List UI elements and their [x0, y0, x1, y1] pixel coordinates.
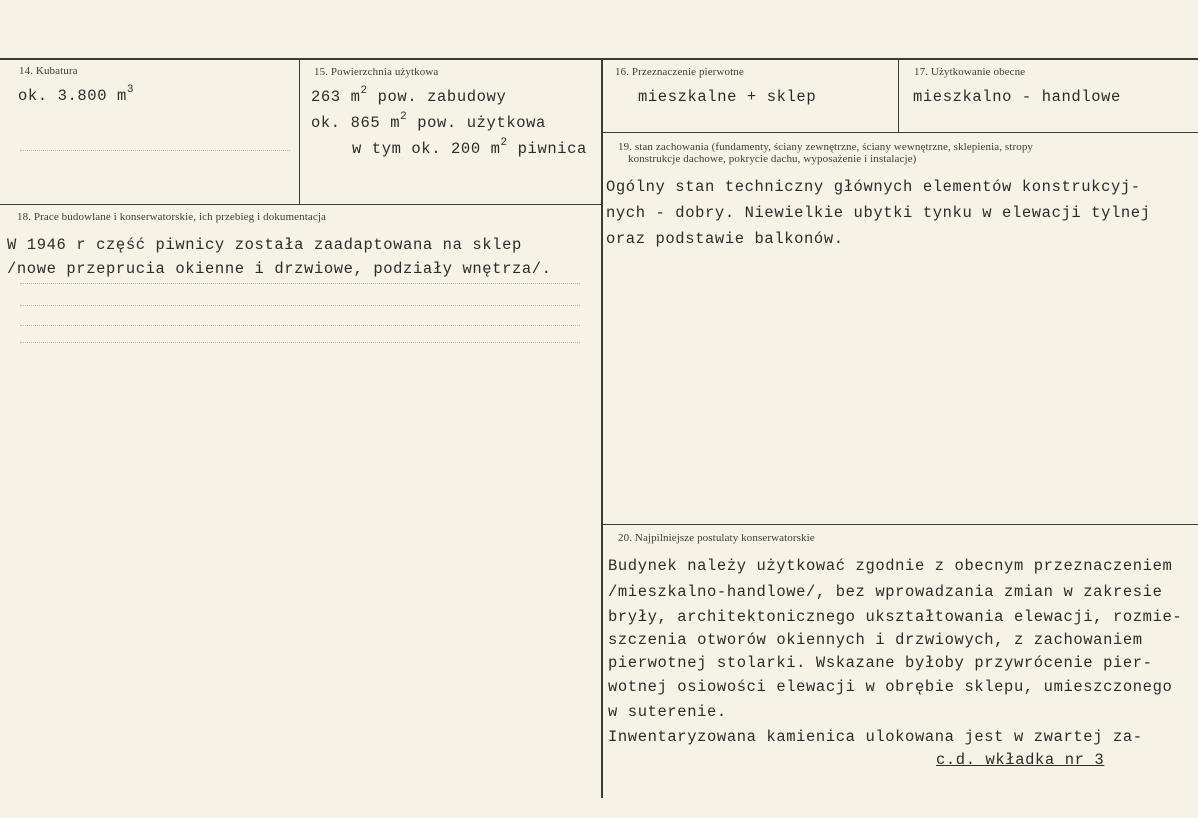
field-19-line: nych - dobry. Niewielkie ubytki tynku w elewacji tylnej — [606, 204, 1151, 222]
field-14-label: 14. Kubatura — [19, 65, 78, 77]
field-20-line: szczenia otworów okiennych i drzwiowych, z zachowaniem — [608, 631, 1143, 649]
field-16-label: 16. Przeznaczenie pierwotne — [615, 66, 744, 78]
field-20-line: pierwotnej stolarki. Wskazane byłoby przywrócenie pier- — [608, 654, 1153, 672]
area-desc: pow. zabudowy — [367, 88, 507, 106]
continuation-note: c.d. wkładka nr 3 — [936, 751, 1105, 769]
field-18-line: W 1946 r część piwnicy została zaadaptowana na sklep — [7, 236, 522, 254]
top-rule — [0, 58, 1198, 60]
field-15-label: 15. Powierzchnia użytkowa — [314, 66, 439, 78]
field-19-line: Ogólny stan techniczny głównych elementów konstrukcyj- — [606, 178, 1141, 196]
area-value: 263 m — [311, 88, 361, 106]
field-16-value: mieszkalne + sklep — [638, 88, 817, 106]
field-18-label: 18. Prace budowlane i konserwatorskie, ich przebieg i dokumentacja — [17, 211, 326, 223]
field-20-label: 20. Najpilniejsze postulaty konserwatorskie — [618, 532, 815, 544]
field-15-line3 — [352, 136, 587, 162]
field-14-value — [18, 83, 134, 109]
field-17-label: 17. Użytkowanie obecne — [914, 66, 1026, 78]
field-20-line: wotnej osiowości elewacji w obrębie sklepu, umieszczonego — [608, 678, 1173, 696]
area-value: ok. 865 m — [311, 114, 401, 132]
kubatura-exponent: 3 — [126, 84, 135, 96]
field-20-line: Inwentaryzowana kamienica ulokowana jest w zwartej za- — [608, 728, 1143, 746]
rule-below-19 — [603, 524, 1198, 525]
field-18-line: /nowe przeprucia okienne i drzwiowe, podziały wnętrza/. — [7, 260, 552, 278]
guide-line — [20, 283, 580, 285]
area-desc: pow. użytkowa — [407, 114, 546, 132]
divider-14-15 — [299, 60, 300, 204]
field-19-label-cont: konstrukcje dachowe, pokrycie dachu, wyposażenie i instalacje) — [628, 153, 917, 165]
field-20-line: bryły, architektonicznego ukształtowania elewacji, rozmie- — [608, 608, 1183, 626]
area-value: w tym ok. 200 m — [352, 140, 501, 158]
area-desc: piwnica — [507, 140, 587, 158]
divider-16-17 — [898, 60, 899, 132]
kubatura-text: ok. 3.800 m — [18, 87, 127, 105]
rule-below-16-17 — [603, 132, 1198, 133]
field-15-line2 — [311, 110, 546, 136]
area-exponent: 2 — [500, 137, 508, 149]
field-19-label: 19. stan zachowania (fundamenty, ściany zewnętrzne, ściany wewnętrzne, sklepienia, stropy — [618, 141, 1034, 153]
guide-line — [20, 150, 290, 152]
field-15-line1 — [311, 84, 506, 110]
guide-line — [20, 342, 580, 344]
area-exponent: 2 — [400, 111, 408, 123]
divider-main — [601, 60, 603, 798]
field-20-line: /mieszkalno-handlowe/, bez wprowadzania zmian w zakresie — [608, 583, 1163, 601]
guide-line — [20, 325, 580, 327]
area-exponent: 2 — [360, 85, 368, 97]
rule-below-14-15 — [0, 204, 601, 205]
guide-line — [20, 305, 580, 307]
field-20-line: Budynek należy użytkować zgodnie z obecnym przeznaczeniem — [608, 557, 1173, 575]
field-19-line: oraz podstawie balkonów. — [606, 230, 844, 248]
field-20-line: w suterenie. — [608, 703, 727, 721]
field-17-value: mieszkalno - handlowe — [913, 88, 1121, 106]
